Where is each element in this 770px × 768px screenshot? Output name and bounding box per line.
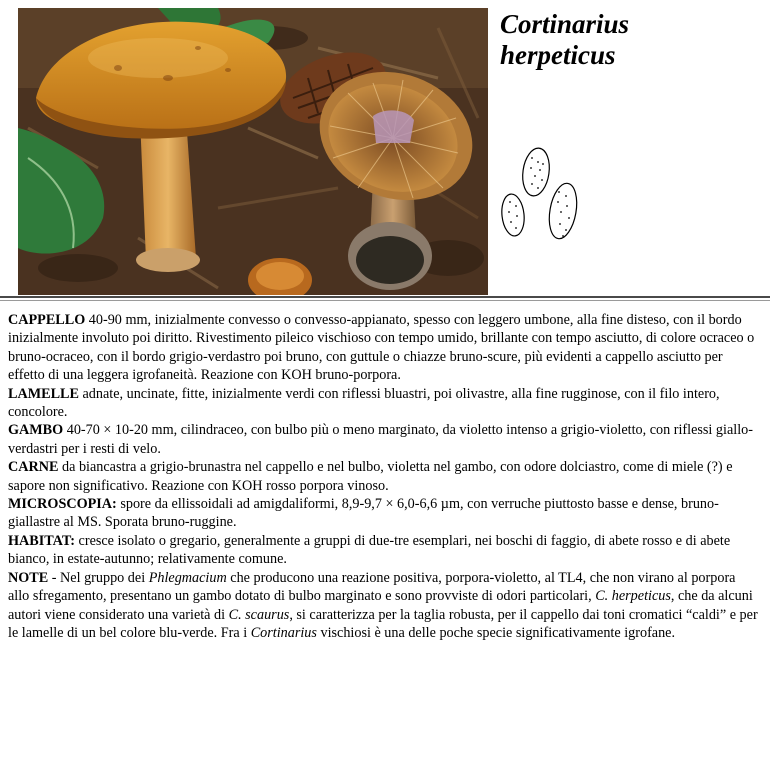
note-text: che producono una reazione positiva, porpora-violetto, al TL4, che non virano al porpora allo sfregamento, presentano un gambo dotato di bulbo marginato e sono provviste di odori particolari, <box>8 569 736 605</box>
section-label: CARNE <box>8 459 59 476</box>
section-text: adnate, uncinate, fitte, inizialmente verdi con riflessi bluastri, poi olivastre, alla fine rugginose, con il filo intero, concolore. <box>8 385 720 421</box>
section-microscopia <box>8 495 760 532</box>
mushroom-photo-drawing <box>18 8 488 295</box>
spore-2 <box>500 193 526 237</box>
section-carne <box>8 458 760 495</box>
spore-3 <box>545 181 580 241</box>
note-text: , che da alcuni autori viene considerato una varietà di <box>8 588 753 623</box>
section-text: cresce isolato o gregario, generalmente a gruppi di due-tre esemplari, nei boschi di faggio, di abete rosso e di abete bianco, in estate-autunno; relativamente comune. <box>8 532 731 568</box>
note-text: , si caratterizza per la taglia robusta, per il cappello dai toni cromatici “caldi” e per le lamelle di un bel colore blu-verde. Fra i <box>8 606 758 641</box>
section-label: HABITAT: <box>8 532 75 549</box>
section-label: NOTE <box>8 569 49 586</box>
section-cappello <box>8 311 760 385</box>
species-title <box>500 9 629 71</box>
species-description <box>8 311 760 642</box>
section-note <box>8 569 760 643</box>
mushroom-photo <box>18 8 488 295</box>
note-italic: C. herpeticus <box>595 588 671 605</box>
spore-illustration <box>496 140 586 250</box>
note-text: - Nel gruppo dei <box>48 569 149 586</box>
note-italic: C. scaurus <box>228 606 290 623</box>
note-text: vischiosi è una delle poche specie significativamente igrofane. <box>316 624 676 641</box>
spore-1 <box>520 146 552 197</box>
section-label: MICROSCOPIA: <box>8 496 117 513</box>
section-label: CAPPELLO <box>8 312 86 328</box>
section-gambo <box>8 421 760 458</box>
title-genus: Cortinarius <box>500 9 630 39</box>
note-italic: Phlegmacium <box>148 569 227 586</box>
section-text: 40-90 mm, inizialmente convesso o convesso-appianato, spesso con leggero umbone, alla fine disteso, con il bordo inizialmente involuto poi diritto. Rivestimento pileico vischioso con tempo umido, brillante con tempo asciutto, di colore ocraceo o bruno-ocraceo, con il bordo grigio-verdastro poi bruno, con guttule o chiazze bruno-scure, più evidenti a cappello asciutto per effetto di una leggera igrofaneità. Reazione con KOH bruno-porpora. <box>8 312 755 384</box>
separator-line <box>0 296 770 298</box>
section-text: da biancastra a grigio-brunastra nel cappello e nel bulbo, violetta nel gambo, con odore dolciastro, come di miele (?) e sapore non significativo. Reazione con KOH rosso porpora vinoso. <box>8 459 733 494</box>
spore-drawing <box>496 140 586 250</box>
section-text: spore da ellissoidali ad amigdaliformi, 8,9-9,7 × 6,0-6,6 µm, con verruche piuttosto basse e dense, bruno-giallastre al MS. Sporata bruno-ruggine. <box>8 496 719 531</box>
note-italic: Cortinarius <box>250 624 317 641</box>
section-lamelle <box>8 385 760 422</box>
section-text: 40-70 × 10-20 mm, cilindraceo, con bulbo più o meno marginato, da violetto intenso a grigio-violetto, con riflessi giallo-verdastri per i resti di velo. <box>8 422 753 457</box>
section-habitat <box>8 532 760 569</box>
separator-line-thin <box>0 300 770 301</box>
section-label: GAMBO <box>8 422 64 439</box>
section-label: LAMELLE <box>8 385 79 402</box>
title-species: herpeticus <box>500 40 616 70</box>
